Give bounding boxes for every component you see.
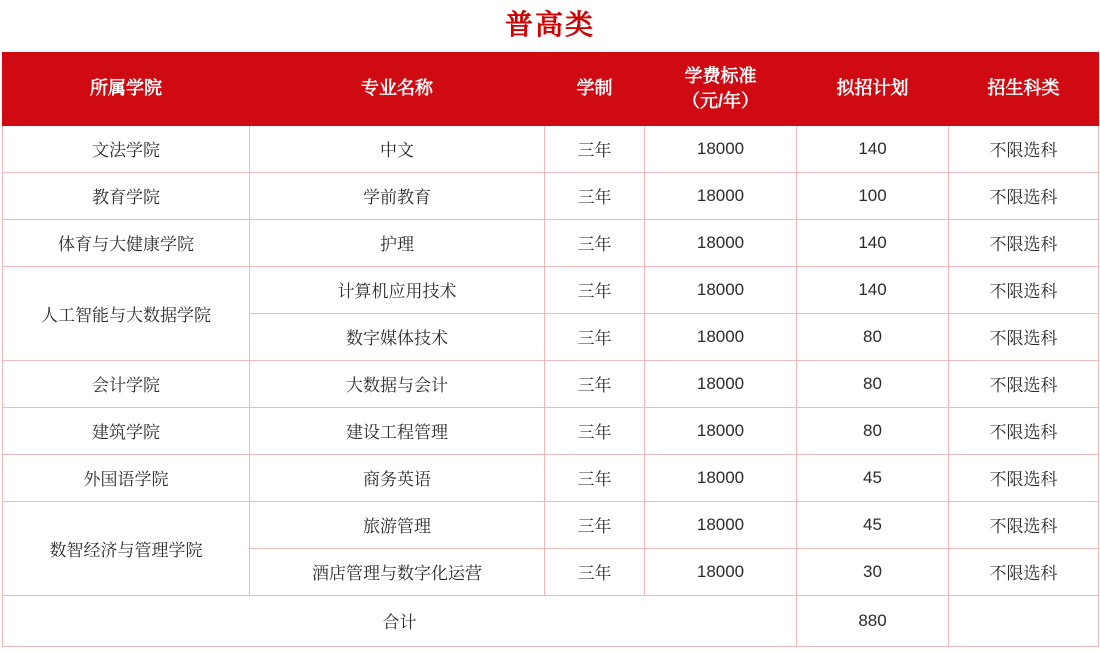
cell-duration: 三年: [545, 219, 645, 266]
column-header-tuition-line2: （元/年）: [681, 90, 759, 111]
table-row: [3, 360, 1099, 407]
table-body: [3, 125, 1099, 646]
cell-duration: 三年: [545, 501, 645, 548]
cell-category: 不限选科: [949, 172, 1099, 219]
cell-tuition: 18000: [645, 501, 797, 548]
cell-plan: 45: [797, 501, 949, 548]
cell-college: 会计学院: [3, 360, 250, 407]
cell-plan: 80: [797, 313, 949, 360]
table-row: [3, 454, 1099, 501]
cell-major: 酒店管理与数字化运营: [250, 548, 545, 595]
table-row: [3, 501, 1099, 548]
cell-college: 外国语学院: [3, 454, 250, 501]
cell-major: 数字媒体技术: [250, 313, 545, 360]
cell-category: 不限选科: [949, 501, 1099, 548]
cell-category: 不限选科: [949, 360, 1099, 407]
column-header-duration: 学制: [545, 52, 645, 125]
cell-plan: 100: [797, 172, 949, 219]
cell-plan: 140: [797, 266, 949, 313]
cell-major: 计算机应用技术: [250, 266, 545, 313]
cell-duration: 三年: [545, 313, 645, 360]
cell-plan: 80: [797, 407, 949, 454]
cell-tuition: 18000: [645, 313, 797, 360]
cell-plan: 80: [797, 360, 949, 407]
cell-tuition: 18000: [645, 219, 797, 266]
cell-plan: 140: [797, 125, 949, 172]
cell-tuition: 18000: [645, 407, 797, 454]
cell-plan: 45: [797, 454, 949, 501]
cell-category: 不限选科: [949, 266, 1099, 313]
cell-duration: 三年: [545, 454, 645, 501]
cell-duration: 三年: [545, 172, 645, 219]
table-row: [3, 125, 1099, 172]
cell-major: 护理: [250, 219, 545, 266]
table-row: [3, 219, 1099, 266]
cell-tuition: 18000: [645, 454, 797, 501]
cell-plan: 140: [797, 219, 949, 266]
column-header-major: 专业名称: [250, 52, 545, 125]
table-header: [3, 52, 1099, 125]
cell-major: 建设工程管理: [250, 407, 545, 454]
column-header-college: 所属学院: [3, 52, 250, 125]
header-row: [3, 52, 1099, 125]
cell-plan: 30: [797, 548, 949, 595]
cell-major: 中文: [250, 125, 545, 172]
page-title: 普高类: [504, 9, 595, 40]
column-header-tuition: [645, 52, 797, 125]
cell-major: 学前教育: [250, 172, 545, 219]
cell-tuition: 18000: [645, 548, 797, 595]
cell-college: 教育学院: [3, 172, 250, 219]
table-total-row: [3, 595, 1099, 646]
cell-college: 文法学院: [3, 125, 250, 172]
cell-college: 数智经济与管理学院: [3, 501, 250, 595]
cell-category: 不限选科: [949, 313, 1099, 360]
cell-category: 不限选科: [949, 454, 1099, 501]
cell-total-category: [949, 595, 1099, 646]
cell-duration: 三年: [545, 266, 645, 313]
cell-category: 不限选科: [949, 407, 1099, 454]
cell-college: 建筑学院: [3, 407, 250, 454]
cell-tuition: 18000: [645, 360, 797, 407]
cell-duration: 三年: [545, 407, 645, 454]
cell-tuition: 18000: [645, 125, 797, 172]
cell-category: 不限选科: [949, 125, 1099, 172]
column-header-plan: 拟招计划: [797, 52, 949, 125]
cell-major: 商务英语: [250, 454, 545, 501]
cell-duration: 三年: [545, 125, 645, 172]
table-row: [3, 407, 1099, 454]
table-row: [3, 266, 1099, 313]
cell-tuition: 18000: [645, 266, 797, 313]
cell-major: 大数据与会计: [250, 360, 545, 407]
cell-major: 旅游管理: [250, 501, 545, 548]
cell-category: 不限选科: [949, 219, 1099, 266]
cell-category: 不限选科: [949, 548, 1099, 595]
cell-college: 体育与大健康学院: [3, 219, 250, 266]
column-header-tuition-line1: 学费标准: [684, 66, 757, 87]
table-row: [3, 172, 1099, 219]
cell-college: 人工智能与大数据学院: [3, 266, 250, 360]
cell-total-plan: 880: [797, 595, 949, 646]
cell-duration: 三年: [545, 360, 645, 407]
cell-duration: 三年: [545, 548, 645, 595]
enrollment-plan-table: [2, 52, 1099, 647]
cell-total-label: 合计: [3, 595, 797, 646]
column-header-category: 招生科类: [949, 52, 1099, 125]
cell-tuition: 18000: [645, 172, 797, 219]
